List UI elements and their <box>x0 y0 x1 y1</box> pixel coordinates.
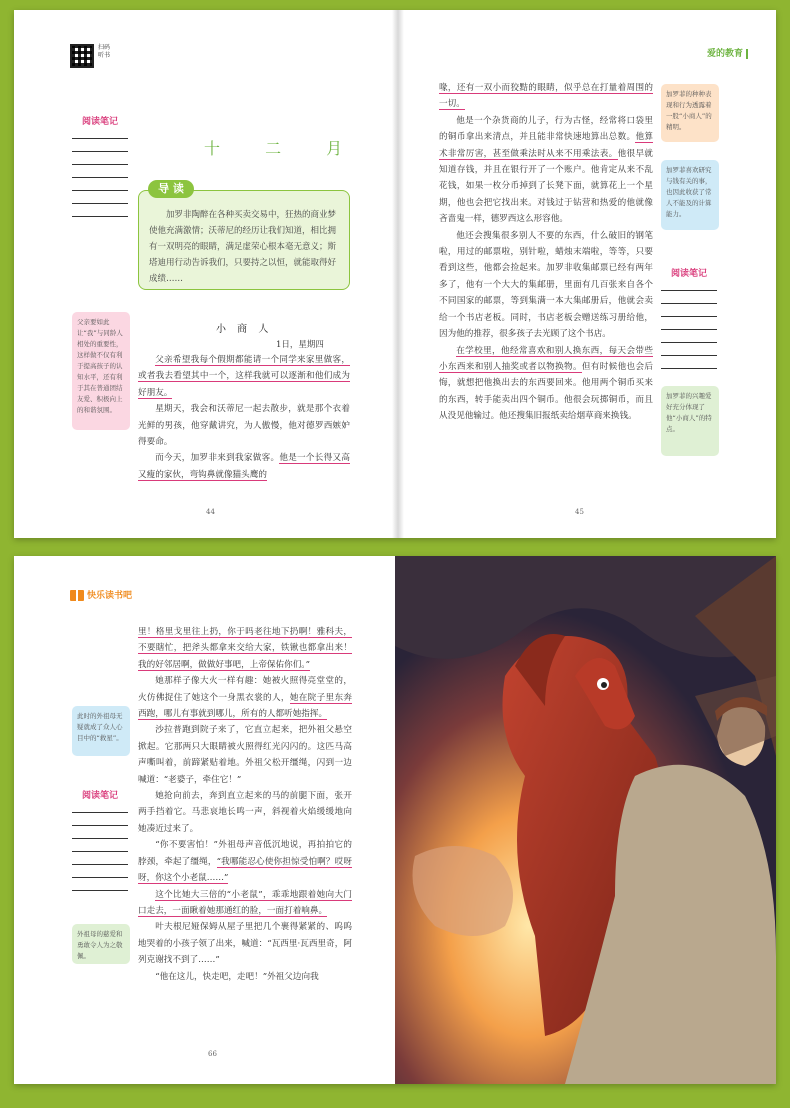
sidebar-note-orange: 加罗菲的种种表现和行为透露着一股“小商人”的精明。 <box>661 84 719 142</box>
reading-notes-lines <box>72 800 128 891</box>
guide-badge: 导 读 <box>148 180 194 198</box>
paragraph: 里！格里戈里往上扔，你于吗老往地下扔啊！雅科夫，不要瞎忙，把斧头都拿来交给大家，铁锹也都拿出来！我的好邻居啊，做做好事吧，上帝保佑你们。” <box>138 627 352 670</box>
paragraph: 在学校里，他经常喜欢和别人换东西，每天会带些小东西来和别人抽奖或者以物换物。但有时候他也会后悔，就想把他换出去的东西要回来。他用两个铜币买来的东西，转手能卖出四个铜币。他很会玩掷铜币，而且从没见他输过。他还搜集旧报纸卖给烟草商来换钱。 <box>439 345 653 422</box>
page-45 <box>395 10 776 538</box>
paragraph: 父亲希望我每个假期都能请一个同学来家里做客，或者我去看望其中一个，这样我就可以逐渐和他们成为好朋友。 <box>138 355 350 398</box>
reading-notes-lines <box>661 278 717 369</box>
chapter-title: 十 二 月 <box>204 139 363 158</box>
book-icon <box>70 590 84 601</box>
sidebar-note-green: 外祖母的慈爱和勇敢令人为之敬佩。 <box>72 924 130 964</box>
paragraph: 他还会搜集很多别人不要的东西，什么破旧的钢笔啦，用过的邮票啦，别针啦，蜡烛末端啦，等等，只要看到这些，他都会捡起来。加罗非收集邮票已经有两年多了，他有一个大大的集邮册，里面有几百张来自各个不同国家的邮票，等到集满一本大集邮册后，他就会卖给一个书店老板。同时，书店老板会赠送练习册给他，因为他的推荐，很多孩子去光顾了这个书店。 <box>439 230 653 340</box>
top-spread <box>14 10 776 538</box>
body-text-66 <box>138 624 352 985</box>
paragraph: 这个比她大三倍的“小老鼠”，乖乖地跟着她向大门口走去，一面瞅着她那通红的脸，一面打着响鼻。 <box>138 889 352 916</box>
guide-box: 加罗非陶醉在各种买卖交易中，狂热的商业梦使他充满激情；沃蒂尼的经历让我们知道，相比拥有一双明亮的眼睛，满足虚荣心根本毫无意义；斯塔迪用行动告诉我们，只要持之以恒，就能取得好成绩…… <box>138 190 350 290</box>
date-line: 1日，星期四 <box>276 340 324 350</box>
paragraph: “他在这儿，快走吧，走吧！”外祖父边向我 <box>155 971 319 982</box>
reading-notes-lines <box>72 126 128 217</box>
sidebar-note-blue: 此时的外祖母无疑就成了众人心目中的“救星”。 <box>72 706 130 756</box>
horse-fire-illustration <box>395 556 776 1084</box>
page-number: 66 <box>208 1050 217 1058</box>
running-header: 快乐读书吧 <box>70 588 132 601</box>
sidebar-note-blue: 加罗菲喜欢研究与钱有关的事，也因此收获了常人不能及的计算能力。 <box>661 160 719 230</box>
body-text-44 <box>138 352 350 483</box>
reading-notes-title: 阅读笔记 <box>82 117 119 127</box>
header-bar-icon <box>746 49 748 59</box>
horse-pupil <box>601 682 607 688</box>
paragraph: 叶夫根尼娅保姆从屋子里把几个裹得紧紧的、呜呜地哭着的小孩子领了出来，喊道：“瓦西里·瓦西里奇，阿列克谢找不到了……” <box>138 922 352 966</box>
paragraph: 沙拉普跑到院子来了，它直立起来，把外祖父悬空掀起。它那两只大眼睛被火照得红光闪闪的。这匹马高声嘶叫着，前蹄紧贴着地。外祖父松开缰绳，闪到一边喊道：“老婆子，牵住它！” <box>138 725 352 785</box>
reading-notes-title: 阅读笔记 <box>82 791 119 801</box>
qr-code-icon[interactable] <box>70 44 94 68</box>
page-number: 45 <box>575 508 584 516</box>
body-text-45 <box>439 80 653 425</box>
paragraph: 喙，还有一双小而狡黠的眼睛，似乎总在打量着周围的一切。 <box>439 83 653 110</box>
reading-notes-title: 阅读笔记 <box>671 269 708 279</box>
paragraph: 她抢向前去，奔到直立起来的马的前腿下面，张开两手挡着它。马悲哀地长鸣一声，斜视着火焰缓缓地向她凑近过来了。 <box>138 791 352 834</box>
page-44 <box>14 10 395 538</box>
illustration-svg <box>395 556 776 1084</box>
paragraph: 她那样子像大火一样有趣：她被火照得亮堂堂的，火仿佛捉住了她这个一身黑衣裳的人，她在院子里东奔西跑，哪儿有事就到哪儿，所有的人都听她指挥。 <box>138 676 352 720</box>
page-66 <box>14 556 395 1084</box>
paragraph: 而今天，加罗非来到我家做客。他是一个长得又高又瘦的家伙，弯钩鼻就像猫头鹰的 <box>138 453 350 480</box>
running-header: 爱的教育 <box>707 46 748 59</box>
sidebar-note-green: 加罗菲的兴趣爱好充分体现了他“小商人”的特点。 <box>661 386 719 456</box>
page-number: 44 <box>206 508 215 516</box>
qr-label: 扫码听书 <box>98 44 111 59</box>
bottom-spread <box>14 556 776 1084</box>
sidebar-note-pink: 父亲要如此让“我”与同龄人相处的重要性，这样做不仅有利于提高孩子的认知水平，还有利于其在普通团结友爱、积极向上的和谐氛围。 <box>72 312 130 430</box>
paragraph: 他是一个杂货商的儿子，行为古怪，经常将口袋里的铜币拿出来清点，并且能非常快速地算出总数。他算术非常厉害，甚至做乘法时从来不用乘法表。他很早就知道存钱，并且在银行开了一个账户。他肯定从来不乱花钱，如果一枚分币掉到了长凳下面，就算花上一个星期，他也会把它找出来。对钱过于钻营和热爱的他就像吝啬鬼一样，德罗西这么形容他。 <box>439 115 653 225</box>
paragraph: 星期天，我会和沃蒂尼一起去散步，就是那个衣着光鲜的男孩，他穿戴讲究，为人傲慢，他对德罗西嫉妒得要命。 <box>138 404 350 448</box>
section-title: 小 商 人 <box>216 324 273 335</box>
paragraph: “你不要害怕！”外祖母声音低沉地说，再拍拍它的脖颈，牵起了缰绳，“我哪能忍心使你担惊受怕啊？哎呀呀，你这个小老鼠……” <box>138 840 352 884</box>
